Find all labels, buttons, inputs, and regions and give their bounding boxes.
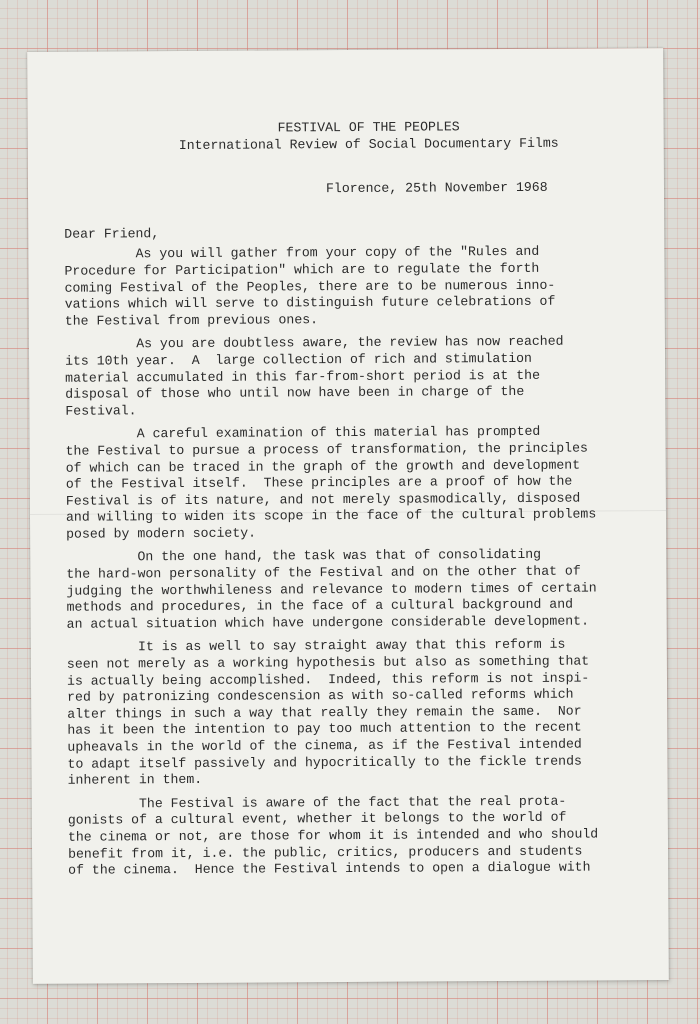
paragraph-line: methods and procedures, in the face of a cultural background and	[66, 596, 574, 615]
letter-paragraph	[65, 334, 645, 421]
paragraph-line: coming Festival of the Peoples, there are to be numerous inno-	[64, 277, 556, 296]
paragraph-line: posed by modern society.	[66, 525, 257, 542]
letter-title: FESTIVAL OF THE PEOPLES	[277, 119, 460, 136]
paragraph-line: the Festival from previous ones.	[64, 311, 319, 329]
paragraph-line: gonists of a cultural event, whether it belongs to the world of	[67, 810, 567, 829]
paragraph-line: alter things in such a way that really they remain the same. Nor	[67, 703, 582, 722]
letter-date: Florence, 25th November 1968	[325, 179, 548, 197]
paragraph-line: It is as well to say straight away that this reform is	[66, 637, 566, 656]
paragraph-line: A careful examination of this material has prompted	[65, 424, 541, 443]
letter-sheet	[27, 48, 669, 984]
paragraph-line: disposal of those who until now have been in charge of the	[65, 384, 525, 402]
paragraph-line: inherent in them.	[67, 772, 203, 788]
paragraph-line: As you are doubtless aware, the review has now reached	[64, 334, 564, 353]
paragraph-line: of the Festival itself. These principles are a proof of how the	[65, 473, 573, 492]
paragraph-line: is actually being accomplished. Indeed, this reform is not inspi-	[66, 670, 590, 689]
paragraph-line: On the one hand, the task was that of consolidating	[66, 547, 542, 566]
letter-salutation: Dear Friend,	[64, 225, 160, 242]
paragraph-line: Festival is of its nature, and not merely spasmodically, disposed	[65, 490, 581, 509]
paragraph-line: material accumulated in this far-from-short period is at the	[65, 367, 541, 386]
paragraph-line: seen not merely as a working hypothesis but also as something that	[66, 653, 590, 672]
paragraph-line: red by patronizing condescension as with so-called reforms which	[67, 686, 574, 705]
letter-paragraph	[64, 244, 644, 331]
paragraph-line: upheavals in the world of the cinema, as if the Festival intended	[67, 736, 582, 755]
paragraph-line: Festival.	[65, 403, 137, 419]
letter-paragraph	[67, 637, 648, 790]
paragraph-line: and willing to widen its scope in the face of the cultural problems	[65, 506, 597, 526]
paragraph-line: of the cinema. Hence the Festival intends to open a dialogue with	[68, 859, 591, 878]
paragraph-line: As you will gather from your copy of the "Rules and	[64, 244, 540, 263]
letter-body	[64, 118, 649, 886]
paragraph-line: judging the worthwhileness and relevance to modern times of certain	[66, 580, 597, 599]
paragraph-line: an actual situation which have undergone considerable development.	[66, 613, 590, 632]
paragraph-line: vations which will serve to distinguish future celebrations of	[64, 293, 556, 312]
letter-subtitle: International Review of Social Documentary Films	[178, 135, 559, 153]
letter-heading	[94, 118, 644, 155]
paragraph-line: the Festival to pursue a process of transformation, the principles	[65, 440, 588, 459]
paragraph-line: the cinema or not, are those for whom it is intended and who should	[67, 826, 599, 845]
paragraph-line: benefit from it, i.e. the public, critics, producers and students	[68, 843, 583, 862]
letter-paragraph	[68, 793, 648, 880]
paragraph-line: its 10th year. A large collection of rich and stimulation	[65, 350, 533, 369]
paragraph-line: the hard-won personality of the Festival and on the other that of	[66, 563, 581, 582]
letter-paragraph	[66, 547, 646, 634]
paragraph-line: has it been the intention to pay too much attention to the recent	[67, 719, 582, 739]
paragraph-line: Procedure for Participation" which are to regulate the forth	[64, 260, 540, 279]
letter-paragraph	[65, 423, 646, 543]
letter-paragraphs	[64, 244, 648, 880]
paragraph-line: The Festival is aware of the fact that the real prota-	[67, 793, 567, 812]
paragraph-line: of which can be traced in the graph of the growth and development	[65, 457, 581, 476]
paragraph-line: to adapt itself passively and hypocritically to the fickle trends	[67, 753, 582, 772]
